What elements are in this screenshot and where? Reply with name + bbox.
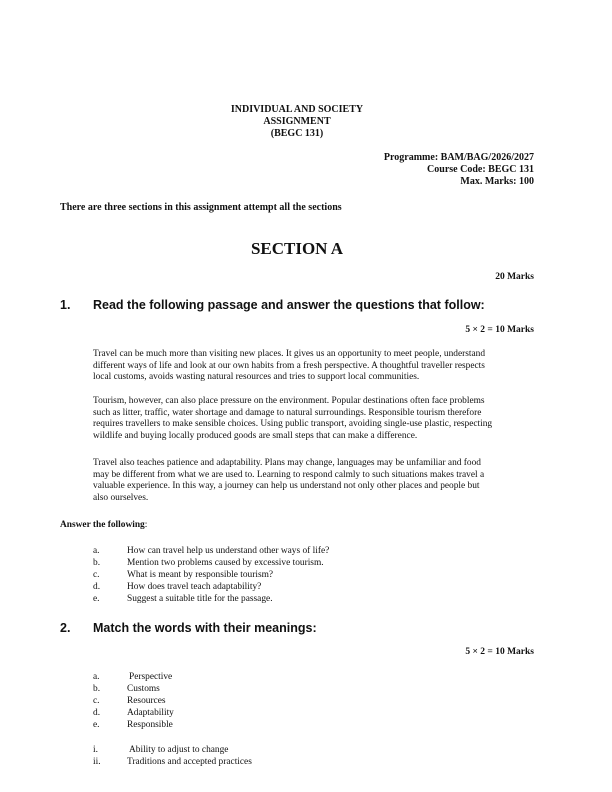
passage-line: may be different from what we are used to. Learning to respond calmly to such situations makes travel a: [93, 469, 485, 480]
instruction-text: There are three sections in this assignment attempt all the sections: [60, 202, 342, 213]
match-word: Responsible: [127, 720, 173, 730]
list-marker: c.: [93, 570, 100, 580]
max-marks: Max. Marks: 100: [460, 176, 534, 187]
list-marker: d.: [93, 708, 101, 718]
question-text: Match the words with their meanings:: [93, 621, 317, 635]
header-subtitle: ASSIGNMENT: [263, 116, 331, 127]
list-marker: b.: [93, 684, 101, 694]
passage-paragraph: [93, 349, 533, 384]
passage-paragraph: [93, 458, 533, 504]
list-marker: i.: [93, 745, 98, 755]
passage-line: Tourism, however, can also place pressure on the environment. Popular destinations often face problems: [93, 396, 485, 406]
passage-line: wildlife and buying locally produced goods are small steps that can make a difference.: [93, 430, 418, 441]
question-marks: 5 × 2 = 10 Marks: [465, 325, 534, 335]
list-marker: b.: [93, 558, 101, 568]
question-number: 1.: [60, 298, 71, 312]
passage-line: Travel also teaches patience and adaptability. Plans may change, languages may be unfamiliar and food: [93, 458, 481, 468]
list-marker: a.: [93, 546, 100, 556]
match-meaning: Traditions and accepted practices: [127, 757, 252, 767]
question-marks: 5 × 2 = 10 Marks: [465, 647, 534, 657]
passage-line: also ourselves.: [93, 492, 149, 503]
list-marker: ii.: [93, 757, 101, 767]
list-marker: e.: [93, 594, 100, 604]
section-marks: 20 Marks: [495, 272, 534, 282]
list-marker: c.: [93, 696, 100, 706]
match-word: Adaptability: [127, 708, 174, 718]
passage-line: different ways of life and look at our own habits from a fresh perspective. A thoughtful traveller respects: [93, 360, 485, 371]
match-word: Perspective: [129, 672, 173, 682]
match-word: Customs: [127, 684, 160, 694]
match-meaning: Ability to adjust to change: [129, 745, 229, 755]
question-number: 2.: [60, 621, 71, 635]
answer-heading: [60, 520, 147, 530]
list-item: Suggest a suitable title for the passage.: [127, 594, 273, 604]
passage-line: local customs, avoids wasting natural resources and tries to support local communities.: [93, 372, 420, 382]
course-code: Course Code: BEGC 131: [427, 164, 534, 175]
passage-line: Travel can be much more than visiting new places. It gives us an opportunity to meet people, understand: [93, 349, 486, 359]
list-marker: a.: [93, 672, 100, 682]
passage-paragraph: [93, 396, 533, 442]
list-item: How does travel teach adaptability?: [127, 582, 262, 592]
header-course: (BEGC 131): [270, 128, 324, 139]
passage-line: valuable experience. In this way, a journey can help us understand not only other places and people but: [93, 481, 480, 491]
header-title: INDIVIDUAL AND SOCIETY: [230, 104, 364, 115]
match-word: Resources: [127, 696, 166, 706]
question-text: Read the following passage and answer the questions that follow:: [93, 298, 485, 312]
list-item: What is meant by responsible tourism?: [127, 570, 274, 580]
section-title: SECTION A: [250, 239, 344, 258]
passage-line: requires travellers to make sensible choices. Using public transport, avoiding single-use plastic, respecting: [93, 419, 493, 429]
answer-colon: :: [144, 520, 148, 530]
list-item: How can travel help us understand other ways of life?: [127, 546, 330, 556]
list-marker: d.: [93, 582, 101, 592]
programme-info: Programme: BAM/BAG/2026/2027: [383, 152, 534, 163]
list-item: Mention two problems caused by excessive tourism.: [127, 558, 324, 568]
answer-label: Answer the following: [60, 520, 145, 530]
list-marker: e.: [93, 720, 100, 730]
passage-line: such as litter, traffic, water shortage and damage to natural surroundings. Responsible tourism therefore: [93, 407, 482, 418]
